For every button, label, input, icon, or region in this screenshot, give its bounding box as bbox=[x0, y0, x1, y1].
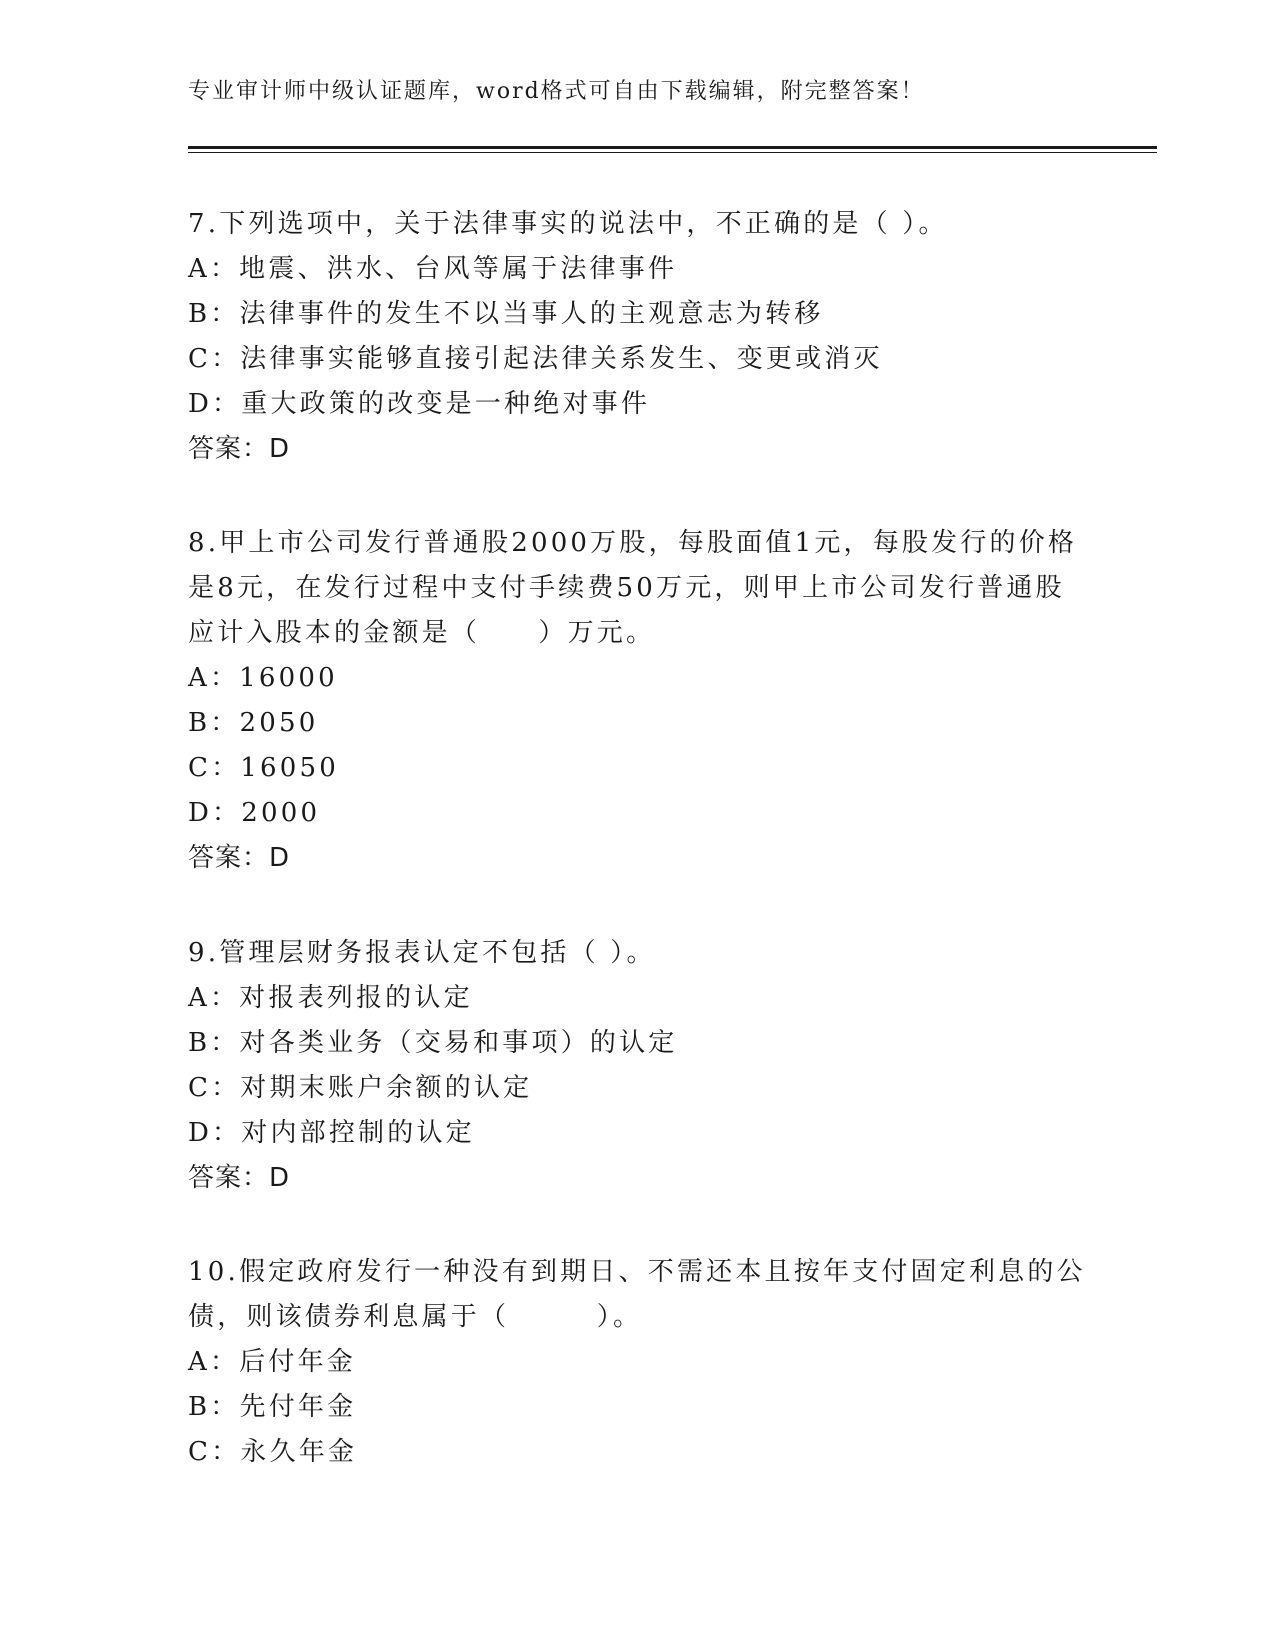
option-b: B：对各类业务（交易和事项）的认定 bbox=[188, 1028, 678, 1058]
option-c: C：法律事实能够直接引起法律关系发生、变更或消灭 bbox=[188, 344, 883, 374]
option-b: B：2050 bbox=[188, 708, 319, 738]
question-9 bbox=[188, 931, 1088, 1201]
question-stem: 8.甲上市公司发行普通股2000万股，每股面值1元，每股发行的价格是8元，在发行过程中支付手续费50万元，则甲上市公司发行普通股应计入股本的金额是（ ）万元。 bbox=[188, 528, 1078, 648]
option-d: D：对内部控制的认定 bbox=[188, 1118, 475, 1148]
question-stem: 10.假定政府发行一种没有到期日、不需还本且按年支付固定利息的公债，则该债券利息属于（ ）。 bbox=[188, 1257, 1086, 1332]
option-c: C：对期末账户余额的认定 bbox=[188, 1073, 533, 1103]
option-a: A：对报表列报的认定 bbox=[188, 983, 473, 1013]
option-a: A：地震、洪水、台风等属于法律事件 bbox=[188, 254, 678, 284]
page-header: 专业审计师中级认证题库，word格式可自由下载编辑，附完整答案！ bbox=[188, 79, 925, 104]
option-c: C：16050 bbox=[188, 753, 340, 783]
option-d: D：2000 bbox=[188, 798, 321, 828]
option-d: D：重大政策的改变是一种绝对事件 bbox=[188, 389, 651, 419]
option-b: B：先付年金 bbox=[188, 1392, 357, 1422]
answer-line: 答案：D bbox=[188, 434, 291, 464]
answer-line: 答案：D bbox=[188, 1163, 291, 1193]
question-10 bbox=[188, 1250, 1088, 1475]
option-c: C：永久年金 bbox=[188, 1437, 358, 1467]
question-stem: 7.下列选项中，关于法律事实的说法中，不正确的是（ ）。 bbox=[188, 209, 948, 239]
header-divider-thin bbox=[188, 152, 1157, 153]
question-7 bbox=[188, 202, 1088, 472]
option-a: A：16000 bbox=[188, 663, 338, 693]
question-stem: 9.管理层财务报表认定不包括（ ）。 bbox=[188, 938, 656, 968]
answer-line: 答案：D bbox=[188, 843, 291, 873]
question-8 bbox=[188, 521, 1088, 881]
header-divider-thick bbox=[188, 146, 1157, 149]
option-a: A：后付年金 bbox=[188, 1347, 356, 1377]
option-b: B：法律事件的发生不以当事人的主观意志为转移 bbox=[188, 299, 824, 329]
